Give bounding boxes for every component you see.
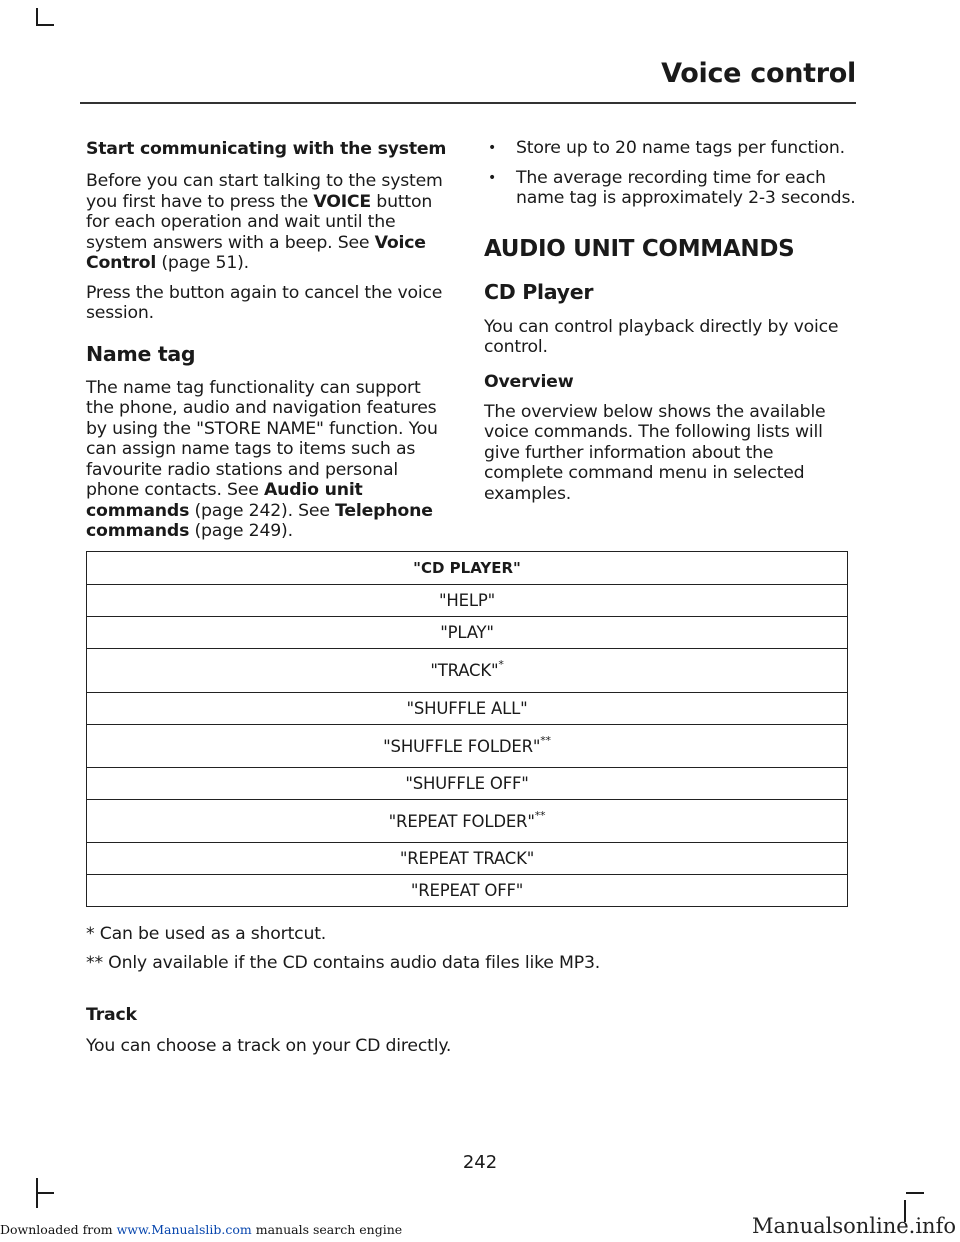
name-tag-paragraph <box>86 378 452 542</box>
left-column <box>86 138 452 542</box>
footnote-mark: ** <box>534 808 546 822</box>
manualslib-link[interactable]: www.Manualslib.com <box>116 1222 252 1237</box>
footnote-mp3: ** Only available if the CD contains audio data files like MP3. <box>86 952 601 973</box>
footnote-mark: ** <box>540 733 551 747</box>
command-label: "SHUFFLE OFF" <box>405 774 529 793</box>
crop-mark <box>36 24 54 26</box>
table-row <box>87 875 848 907</box>
telephone-commands-link[interactable]: Telephone commands <box>86 500 433 541</box>
table-row <box>87 843 848 875</box>
footnote-mark: * <box>498 658 504 671</box>
track-paragraph: You can choose a track on your CD directly. <box>86 1036 452 1056</box>
list-item: • The average recording time for each name tag is approximately 2-3 seconds. <box>484 168 856 209</box>
table-row <box>87 800 848 843</box>
command-label: "TRACK" <box>430 661 499 680</box>
overview-heading: Overview <box>484 371 574 392</box>
table-row <box>87 585 848 617</box>
text: button for each operation and wait until the system answers with a beep. See <box>86 191 433 253</box>
footnote-shortcut: * Can be used as a shortcut. <box>86 924 327 944</box>
command-label: "SHUFFLE ALL" <box>406 699 528 718</box>
start-paragraph <box>86 171 452 274</box>
name-tag-heading: Name tag <box>86 341 196 366</box>
audio-unit-commands-link[interactable]: Audio unit commands <box>86 480 363 521</box>
bullet-list <box>484 138 856 209</box>
text: Before you can start talking to the system you first have to press the <box>86 171 443 212</box>
overview-paragraph: The overview below shows the available voice commands. The following lists will give further information about the complete command menu in selected examples. <box>484 401 826 504</box>
table-row <box>87 768 848 800</box>
watermark-text: Manualsonline.info <box>752 1214 956 1238</box>
voice-button-ref: VOICE <box>313 191 372 212</box>
command-label: "REPEAT OFF" <box>410 881 524 900</box>
page-number: 242 <box>462 1152 498 1173</box>
table-row <box>87 725 848 768</box>
page-title: Voice control <box>661 58 856 89</box>
section-heading: AUDIO UNIT COMMANDS <box>484 235 795 262</box>
text: (page 51). <box>156 253 249 273</box>
header-divider <box>80 102 856 104</box>
voice-control-link[interactable]: Voice Control <box>86 232 426 273</box>
command-label: "REPEAT TRACK" <box>399 849 535 868</box>
table-row <box>87 617 848 649</box>
cd-player-paragraph: You can control playback directly by voice control. <box>484 316 839 357</box>
cd-player-command-table <box>86 551 848 907</box>
text: (page 242). See <box>189 500 336 521</box>
table-row <box>87 649 848 693</box>
command-label: "REPEAT FOLDER" <box>388 811 535 831</box>
text: manuals search engine <box>251 1222 403 1237</box>
crop-mark <box>906 1192 924 1194</box>
command-label: "SHUFFLE FOLDER" <box>383 736 541 756</box>
list-item: • Store up to 20 name tags per function. <box>484 138 856 159</box>
command-label: "PLAY" <box>440 623 494 642</box>
right-column <box>484 138 856 504</box>
table-header: "CD PLAYER" <box>87 552 848 585</box>
cancel-paragraph: Press the button again to cancel the voice session. <box>86 282 443 323</box>
text: Downloaded from <box>0 1222 117 1237</box>
cd-player-heading: CD Player <box>484 279 594 304</box>
command-label: "HELP" <box>439 591 495 610</box>
crop-mark <box>36 1192 54 1194</box>
download-footer <box>0 1222 402 1237</box>
track-heading: Track <box>86 1005 137 1025</box>
start-heading: Start communicating with the system <box>86 139 447 159</box>
text: (page 249). <box>189 521 293 541</box>
notes-section <box>86 924 866 1057</box>
table-row <box>87 693 848 725</box>
text: The name tag functionality can support the phone, audio and navigation features by using the "STORE NAME" function. You can assign name tags to items such as favourite radio stations and personal phone contacts. See <box>86 377 438 500</box>
